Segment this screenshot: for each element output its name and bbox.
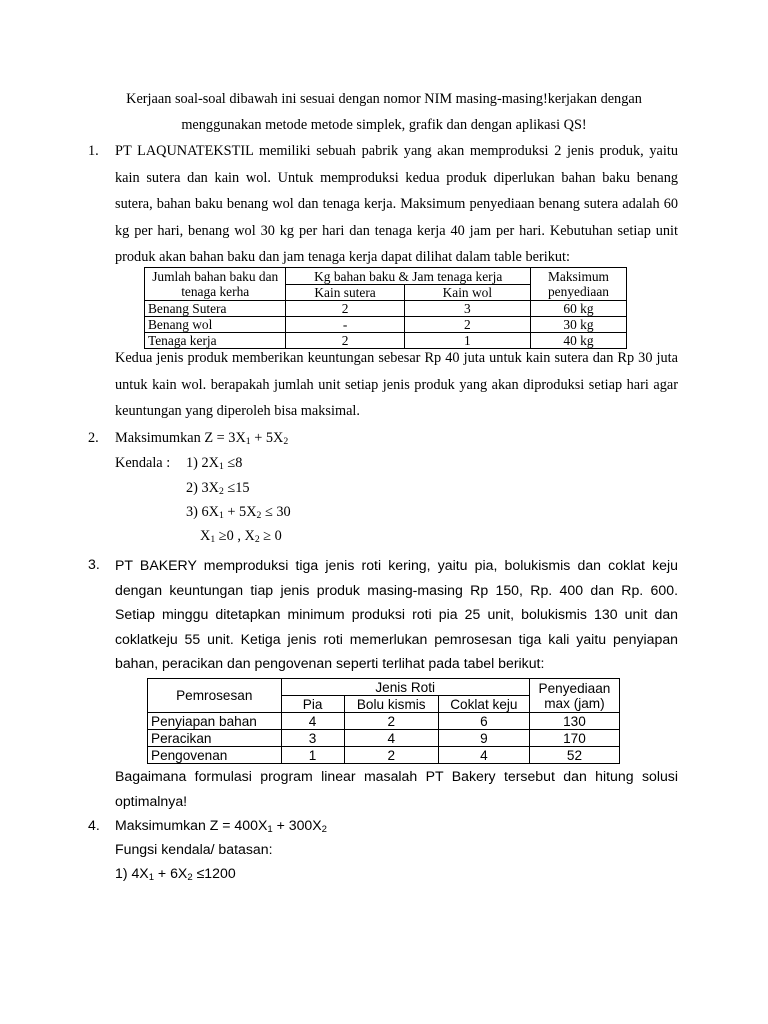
- table-row: [148, 747, 620, 764]
- table-row: [148, 730, 620, 747]
- q2-number: 2.: [88, 430, 99, 446]
- q1-header-kain-sutera: Kain sutera: [286, 285, 404, 301]
- q3-followup: Bagaimana formulasi program linear masalah PT Bakery tersebut dan hitung solusi optimalnya!: [115, 768, 678, 809]
- q1-cell-max: 60 kg: [530, 301, 626, 317]
- q1-header-resource: Jumlah bahan baku dan tenaga kerha: [145, 268, 286, 301]
- q3-row-name: Pengovenan: [148, 747, 282, 764]
- q1-cell: 2: [286, 333, 404, 349]
- q2-constraint-1: 1) $2X_1 \le 8$: [186, 455, 243, 472]
- q1-cell: 2: [286, 301, 404, 317]
- q3-header-coklat-keju: Coklat keju: [438, 696, 529, 713]
- q1-cell: 1: [404, 333, 530, 349]
- q1-cell-max: 30 kg: [530, 317, 626, 333]
- q4-objective: Maksimumkan $Z = 400X_1 + 300X_2$: [115, 817, 327, 835]
- q3-cell: 1: [281, 747, 344, 764]
- q3-header-process: Pemrosesan: [148, 679, 282, 713]
- q3-cell-max: 52: [529, 747, 619, 764]
- q3-cell: 9: [438, 730, 529, 747]
- q3-cell-max: 130: [529, 713, 619, 730]
- q1-text: PT LAQUNATEKSTIL memiliki sebuah pabrik yang akan memproduksi 2 jenis produk, yaitu kain sutera dan kain wol. Untuk memproduksi kedua produk diperlukan bahan baku benang sutera, bahan baku benang wol dan tenaga kerja. Maksimum penyediaan benang sutera adalah 60 kg per hari, benang wol 30 kg per hari dan tenaga kerja 40 jam per hari. Kebutuhan setiap unit produk akan bahan baku dan jam tenaga kerja dapat dilihat dalam table berikut:: [115, 143, 678, 265]
- q3-cell: 3: [281, 730, 344, 747]
- table-row: [148, 713, 620, 730]
- q1-row-name: Benang Sutera: [145, 301, 286, 317]
- q4-constraint-1: 1) $4X_1 + 6X_2 \le 1200$: [115, 865, 236, 883]
- q3-cell: 4: [344, 730, 438, 747]
- q3-header-pia: Pia: [281, 696, 344, 713]
- q1-table: [144, 267, 627, 349]
- intro-line-1: Kerjaan soal-soal dibawah ini sesuai dengan nomor NIM masing-masing!kerjakan dengan: [126, 91, 642, 107]
- q2-constraint-3: 3) $6X_1 + 5X_2 \le 30$: [186, 504, 291, 521]
- q3-header-bolu-kismis: Bolu kismis: [344, 696, 438, 713]
- intro-line-2: menggunakan metode metode simplek, grafik dan dengan aplikasi QS!: [181, 117, 587, 133]
- q3-cell: 2: [344, 713, 438, 730]
- q2-objective: Maksimumkan $Z = 3X_1 + 5X_2$: [115, 430, 289, 447]
- q1-cell: -: [286, 317, 404, 333]
- q3-number: 3.: [88, 556, 100, 572]
- q3-cell: 2: [344, 747, 438, 764]
- q1-number: 1.: [88, 143, 99, 159]
- q3-table: [147, 678, 620, 764]
- q3-text: PT BAKERY memproduksi tiga jenis roti kering, yaitu pia, bolukismis dan coklat keju dengan keuntungan tiap jenis produk masing-masing Rp 150, Rp. 400 dan Rp. 600. Setiap minggu ditetapkan minimum produksi roti pia 25 unit, bolukismis 130 unit dan coklatkeju 55 unit. Ketiga jenis roti memerlukan pemrosesan tiga kali yaitu penyiapan bahan, peracikan dan pengovenan seperti terlihat pada tabel berikut:: [115, 557, 678, 671]
- q3-header-max: Penyediaan max (jam): [529, 679, 619, 713]
- q1-row-name: Benang wol: [145, 317, 286, 333]
- q1-cell-max: 40 kg: [530, 333, 626, 349]
- q3-cell: 4: [281, 713, 344, 730]
- table-row: [145, 317, 627, 333]
- q2-constraint-2: 2) $3X_2 \le 15$: [186, 480, 250, 497]
- q3-row-name: Peracikan: [148, 730, 282, 747]
- q3-header-group: Jenis Roti: [281, 679, 529, 696]
- q1-header-max: Maksimum penyediaan: [530, 268, 626, 301]
- q1-header-group: Kg bahan baku & Jam tenaga kerja: [286, 268, 531, 285]
- q1-followup: Kedua jenis produk memberikan keuntungan sebesar Rp 40 juta untuk kain sutera dan Rp 30 juta untuk kain wol. berapakah jumlah unit setiap jenis produk yang akan diproduksi setiap hari agar keuntungan yang diperoleh bisa maksimal.: [115, 350, 678, 419]
- q3-cell: 6: [438, 713, 529, 730]
- q1-cell: 2: [404, 317, 530, 333]
- q2-nonnegativity: $X_1 \ge 0$ , $X_2 \ge 0$: [200, 528, 282, 545]
- table-row: [145, 301, 627, 317]
- q1-row-name: Tenaga kerja: [145, 333, 286, 349]
- q4-fungsi-label: Fungsi kendala/ batasan:: [115, 841, 273, 857]
- q1-cell: 3: [404, 301, 530, 317]
- q1-header-kain-wol: Kain wol: [404, 285, 530, 301]
- q3-row-name: Penyiapan bahan: [148, 713, 282, 730]
- q3-cell-max: 170: [529, 730, 619, 747]
- q4-number: 4.: [88, 817, 100, 833]
- q2-kendala-label: Kendala :: [115, 455, 171, 471]
- q3-cell: 4: [438, 747, 529, 764]
